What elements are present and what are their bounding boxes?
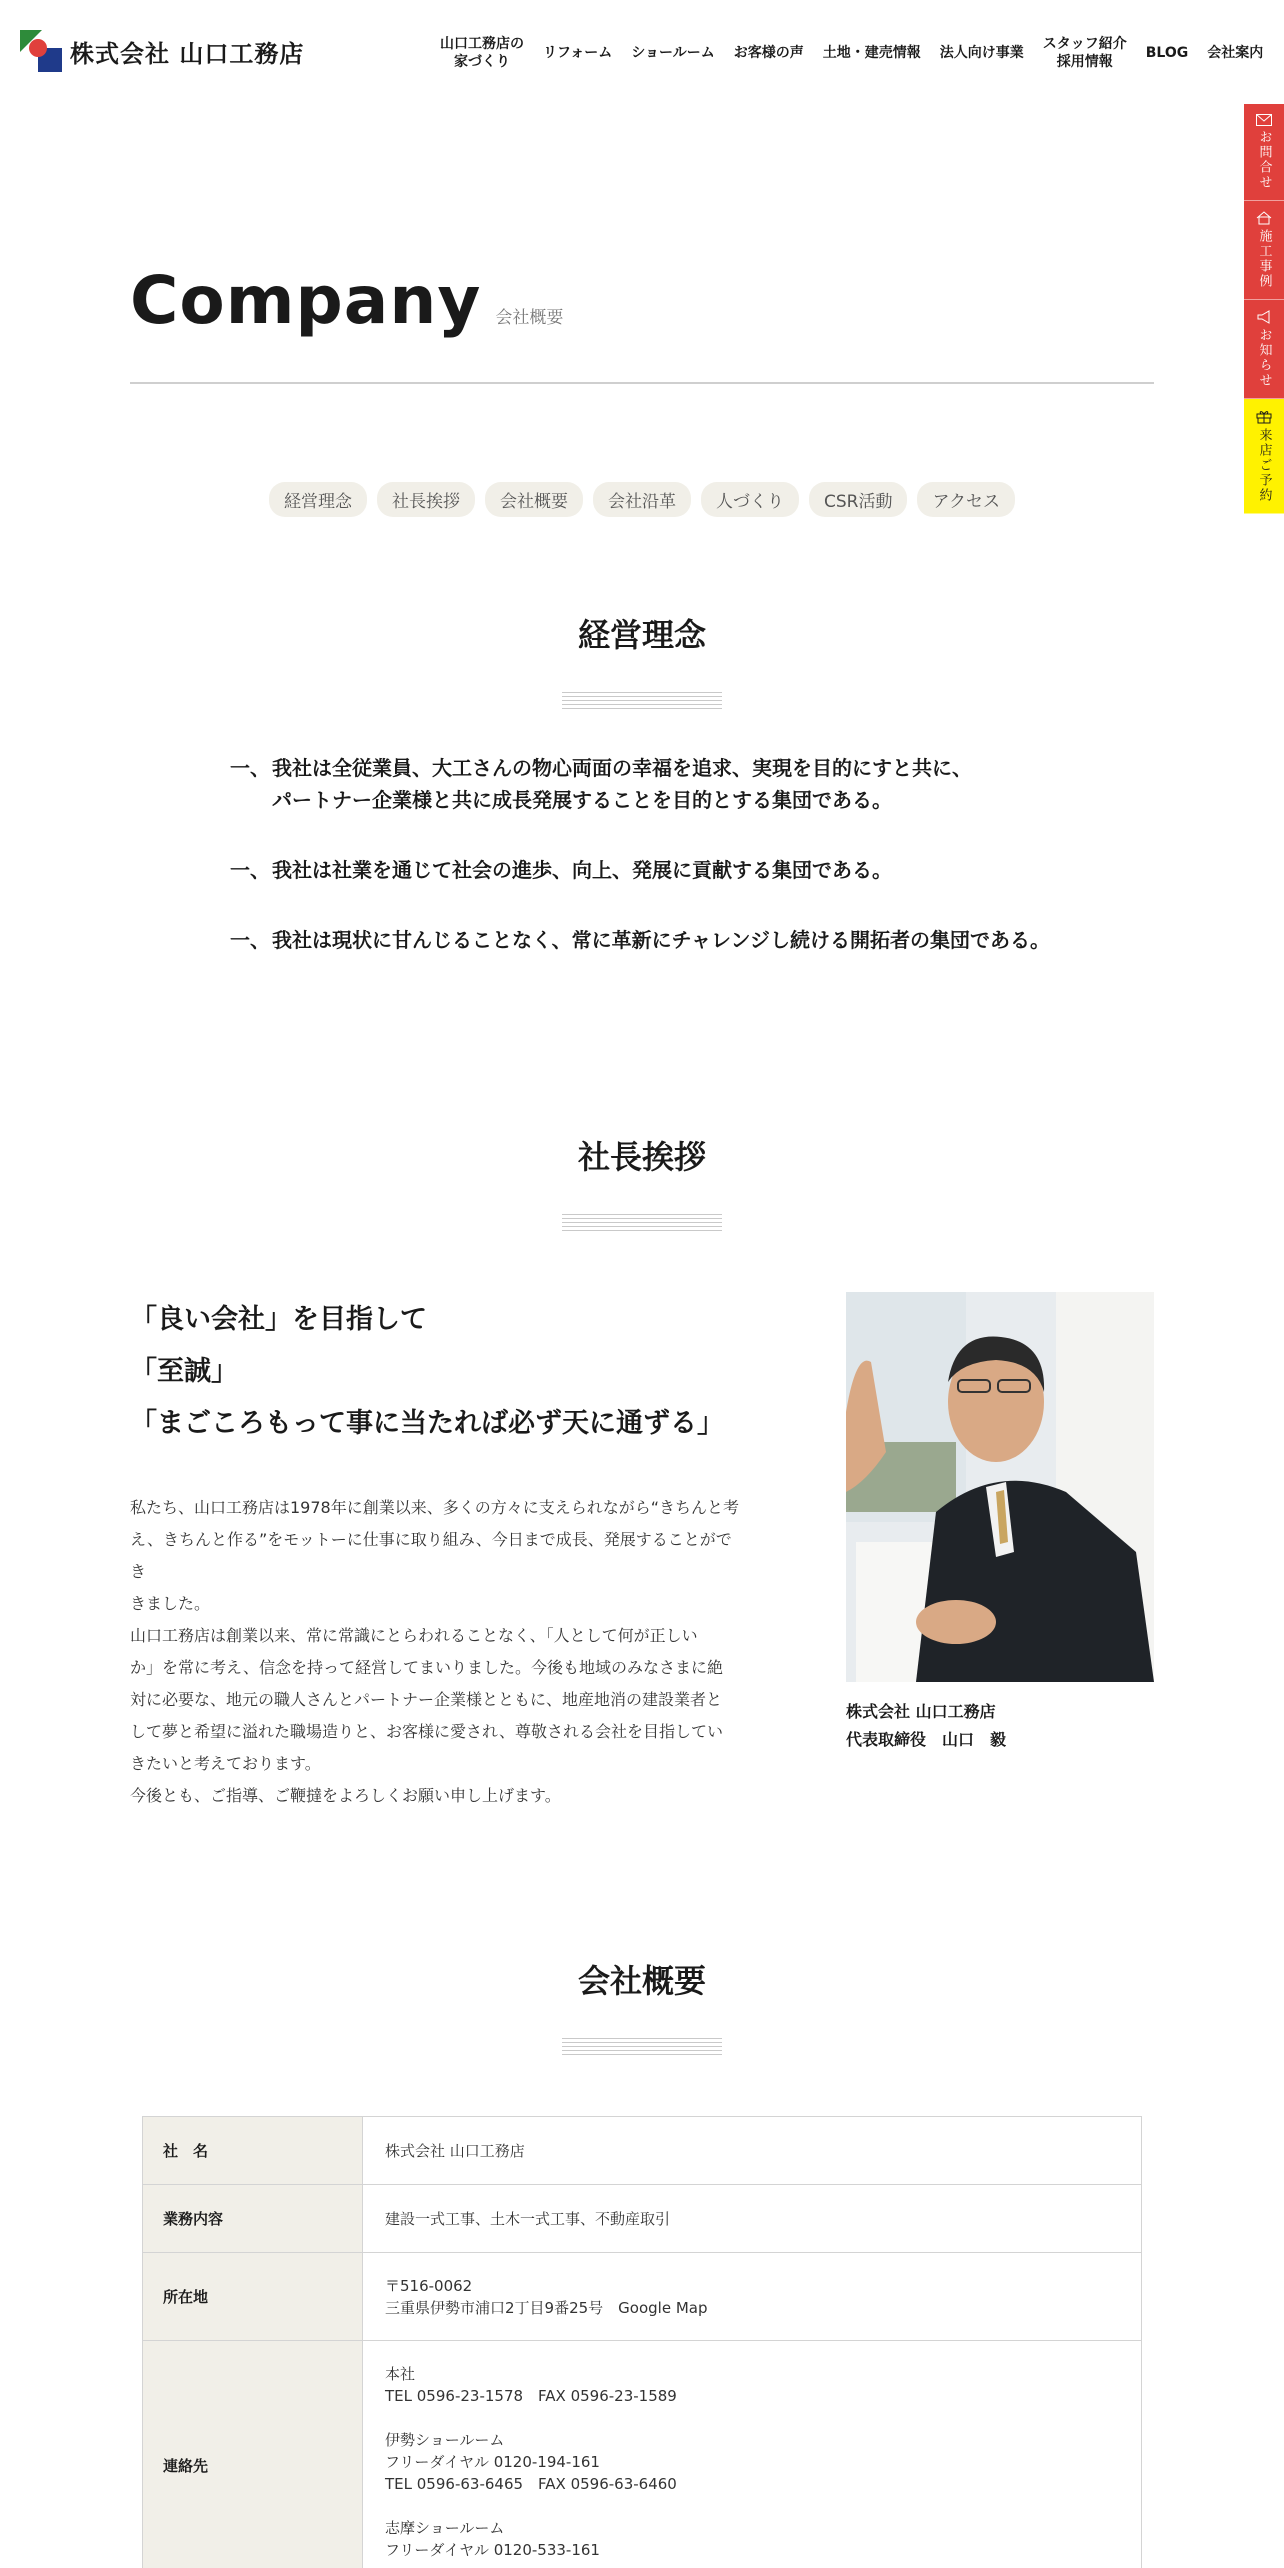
value-line: 伊勢ショールーム: [385, 2431, 505, 2449]
value-line: 〒516-0062: [385, 2276, 473, 2295]
greeting-body: [130, 1492, 740, 1812]
philosophy-dash: 一、: [230, 928, 270, 952]
greeting-slogans: [130, 1294, 724, 1450]
philosophy-dash: 一、: [230, 756, 270, 780]
slogan-line: 「良い会社」を目指して: [130, 1304, 427, 1335]
anchor-greeting[interactable]: 社長挨拶: [377, 482, 475, 517]
nav-item-house-building[interactable]: 山口工務店の 家づくり: [440, 35, 524, 70]
greeting-line: 山口工務店は創業以来、常に常識にとらわれることなく、「人として何が正しい: [130, 1626, 698, 1645]
philosophy-item: [230, 924, 1130, 956]
anchor-people[interactable]: 人づくり: [701, 482, 799, 517]
company-table: [142, 2116, 1142, 2568]
value-gap: [385, 2495, 1119, 2517]
side-tabs: [1244, 104, 1284, 514]
philosophy-list: [230, 752, 1130, 994]
side-tab-label: お知らせ: [1256, 328, 1272, 388]
row-label: 業務内容: [143, 2185, 363, 2253]
megaphone-icon: [1256, 310, 1272, 324]
row-value: [363, 2117, 1142, 2185]
side-tab-label: お問合せ: [1256, 130, 1272, 190]
philosophy-text: 我社は現状に甘んじることなく、常に革新にチャレンジし続ける開拓者の集団である。: [272, 928, 1050, 952]
main-nav: [440, 0, 1263, 106]
table-row: [143, 2253, 1142, 2341]
nav-item-blog[interactable]: BLOG: [1145, 44, 1189, 61]
anchor-nav: [0, 482, 1284, 517]
greeting-line: え、きちんと作る”をモットーに仕事に取り組み、今日まで成長、発展することができ: [130, 1530, 732, 1581]
nav-item-company[interactable]: 会社案内: [1207, 44, 1264, 61]
anchor-history[interactable]: 会社沿革: [593, 482, 691, 517]
greeting-line: きたいと考えております。: [130, 1754, 321, 1773]
philosophy-text: 我社は全従業員、大工さんの物心両面の幸福を追求、実現を目的にすと共に、 パートナー企業様と共に成長発展することを目的とする集団である。: [272, 756, 972, 812]
side-tab-news[interactable]: [1244, 300, 1284, 399]
table-row: [143, 2185, 1142, 2253]
page-title-jp: 会社概要: [495, 308, 564, 328]
philosophy-text: 我社は社業を通じて社会の進歩、向上、発展に貢献する集団である。: [272, 858, 892, 882]
anchor-overview[interactable]: 会社概要: [485, 482, 583, 517]
nav-item-voices[interactable]: お客様の声: [733, 44, 804, 61]
president-photo: [846, 1292, 1154, 1682]
value-line: フリーダイヤル 0120-533-161: [385, 2541, 600, 2559]
value-line: 本社: [385, 2365, 416, 2383]
greeting-heading: 社長挨拶: [577, 1138, 706, 1176]
mail-icon: [1256, 114, 1272, 126]
anchor-philosophy[interactable]: 経営理念: [269, 482, 367, 517]
slogan-line: 「まごころもって事に当たれば必ず天に通ずる」: [130, 1408, 724, 1439]
page-title: [130, 262, 563, 339]
row-label: 所在地: [143, 2253, 363, 2341]
value-line[interactable]: 三重県伊勢市浦口2丁目9番25号 Google Map: [385, 2298, 708, 2317]
value-line: 志摩ショールーム: [385, 2519, 505, 2537]
table-row: [143, 2117, 1142, 2185]
nav-item-showroom[interactable]: ショールーム: [631, 44, 715, 61]
greeting-line: きました。: [130, 1594, 211, 1613]
greeting-line: 私たち、山口工務店は1978年に創業以来、多くの方々に支えられながら“きちんと考: [130, 1498, 740, 1517]
caption-company: 株式会社 山口工務店: [846, 1702, 996, 1721]
caption-name: 代表取締役 山口 毅: [846, 1730, 1007, 1749]
row-label: 連絡先: [143, 2341, 363, 2568]
side-tab-contact[interactable]: [1244, 104, 1284, 201]
value-line: TEL 0596-23-1578 FAX 0596-23-1589: [385, 2387, 677, 2405]
philosophy-heading: 経営理念: [577, 616, 706, 654]
value-line: 株式会社 山口工務店: [385, 2141, 525, 2160]
president-caption: [846, 1698, 1006, 1754]
greeting-line: か」を常に考え、信念を持って経営してまいりました。今後も地域のみなさまに絶: [130, 1658, 723, 1677]
logo[interactable]: [20, 30, 304, 72]
nav-item-reform[interactable]: リフォーム: [543, 44, 613, 61]
side-tab-label: 来店ご予約: [1256, 428, 1272, 503]
nav-item-staff[interactable]: スタッフ紹介 採用情報: [1042, 35, 1127, 70]
nav-item-land[interactable]: 土地・建売情報: [822, 44, 921, 61]
gift-icon: [1256, 409, 1272, 424]
philosophy-item: [230, 752, 1130, 816]
home-icon: [1256, 211, 1272, 225]
logo-mark-icon: [20, 30, 62, 72]
anchor-csr[interactable]: CSR活動: [809, 482, 907, 517]
site-header: [0, 0, 1284, 106]
company-heading: 会社概要: [577, 1962, 706, 2000]
anchor-access[interactable]: アクセス: [917, 482, 1015, 517]
value-line: 建設一式工事、土木一式工事、不動産取引: [385, 2209, 671, 2228]
heading-ornament: [562, 692, 722, 712]
value-gap: [385, 2407, 1119, 2429]
side-tab-works[interactable]: [1244, 201, 1284, 300]
side-tab-label: 施工事例: [1256, 229, 1272, 289]
table-row: [143, 2341, 1142, 2568]
philosophy-item: [230, 854, 1130, 886]
greeting-line: 対に必要な、地元の職人さんとパートナー企業様とともに、地産地消の建設業者と: [130, 1690, 723, 1709]
row-label: 社 名: [143, 2117, 363, 2185]
nav-item-corporate[interactable]: 法人向け事業: [939, 44, 1024, 61]
row-value: [363, 2341, 1142, 2568]
greeting-line: して夢と希望に溢れた職場造りと、お客様に愛され、尊敬される会社を目指してい: [130, 1722, 723, 1741]
logo-text: 株式会社 山口工務店: [70, 39, 305, 68]
value-line: TEL 0596-63-6465 FAX 0596-63-6460: [385, 2475, 677, 2493]
row-value: [363, 2253, 1142, 2341]
value-line: フリーダイヤル 0120-194-161: [385, 2453, 600, 2471]
row-value: [363, 2185, 1142, 2253]
title-divider: [130, 382, 1154, 384]
heading-ornament: [562, 1214, 722, 1234]
greeting-line: 今後とも、ご指導、ご鞭撻をよろしくお願い申し上げます。: [130, 1786, 561, 1805]
heading-ornament: [562, 2038, 722, 2058]
philosophy-dash: 一、: [230, 858, 270, 882]
page-title-en: Company: [130, 262, 482, 339]
slogan-line: 「至誠」: [130, 1356, 238, 1387]
